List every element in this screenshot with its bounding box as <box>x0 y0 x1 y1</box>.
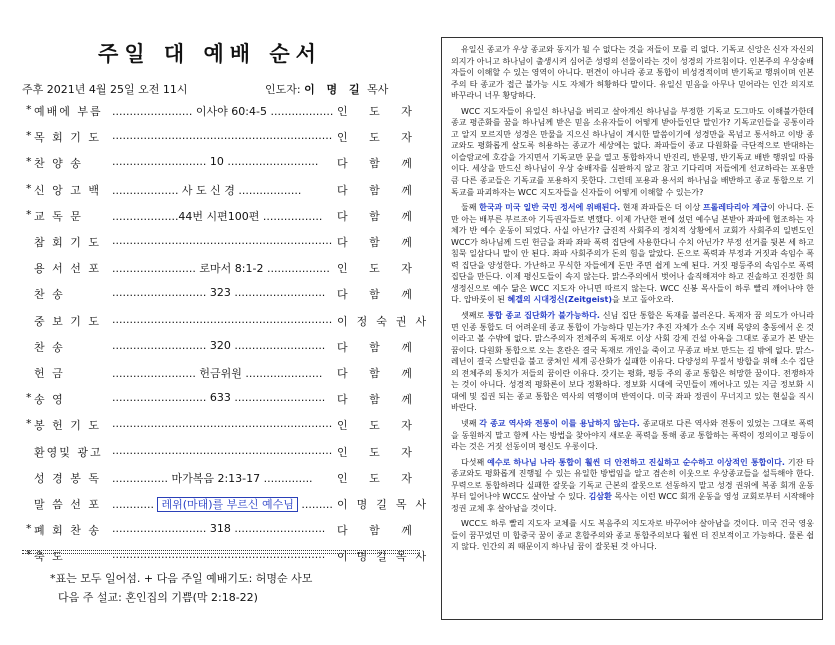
order-row <box>26 470 421 488</box>
order-row <box>26 312 436 331</box>
highlighted-text: 통합 종교 집단화가 불가능하다. <box>487 311 600 321</box>
order-item-name: 용 서 선 포 <box>34 262 101 276</box>
sermon-text-box <box>441 37 823 620</box>
order-item-detail: ............................................................... <box>112 312 333 326</box>
order-item-leader: 다 함 께 <box>337 236 421 249</box>
order-item-leader: 이정숙권사 <box>337 314 436 328</box>
order-item-leader: 이명길목사 <box>337 550 436 564</box>
order-row <box>26 207 421 226</box>
footer-note: *표는 모두 일어섬. + 다음 주일 예배기도: 허명순 사모 <box>50 572 313 585</box>
order-item-name: 헌 금 <box>34 367 65 380</box>
leader-label: 인도자: <box>265 83 301 96</box>
order-item-leader: 다 함 께 <box>337 157 421 171</box>
sermon-paragraph <box>451 457 814 515</box>
page-title: 주일 대 예배 순서 <box>98 42 322 66</box>
order-item-leader: 인 도 자 <box>337 262 421 276</box>
paragraph-text: 다섯째 <box>461 457 488 467</box>
next-sermon-note: 다음 주 설교: 혼인집의 기쁨(막 2:18-22) <box>58 591 258 604</box>
order-item-leader: 다 함 께 <box>337 340 421 354</box>
order-row <box>26 260 421 278</box>
paragraph-text: WCC도 하루 빨리 지도자 교체를 시도 복음주의 지도자로 바꾸어야 살아남을 것이다. 미국 건국 영웅들이 꿈꾸었던 미 합중국 꿈이 종교 혼합주의와 종교 통합주의보다 훨씬 더 진보적이고 가능하다. 물론 쉽지 않다. 인간의 죄 때문이지 하나님 꿈이 잘못된 것 아니다. <box>451 519 814 552</box>
sermon-paragraph <box>451 518 814 553</box>
paragraph-text: 셋째로 <box>461 311 488 321</box>
order-item-name: 교 독 문 <box>34 209 83 223</box>
sermon-title: 레위(마태)를 부르신 예수님 <box>157 497 297 512</box>
date-line <box>22 81 422 97</box>
separator-line <box>22 550 420 552</box>
order-item-name: 신 앙 고 백 <box>34 183 101 197</box>
order-item-detail: ............................................................. <box>112 548 326 562</box>
paragraph-text: 기잔 타 종교와도 평화롭게 진행될 수 있는 유일한 방법임을 알고 겸손히 이웃으로 우상종교들을 설득해야 한다. 무력으로 통합하려다 실패한 잘못을 기독교 근본의 잘못으로 선동하지 말고 성경 권위에 복종 회개 운동부터 일어나야 WCC도 살아날 수 있다. <box>451 457 814 502</box>
separator-line <box>22 553 420 555</box>
order-item-detail: ............................................................... <box>112 417 333 431</box>
order-item-detail: ....................... 이사야 60:4-5 .................. <box>112 105 334 118</box>
order-item-name: 중 보 기 도 <box>34 314 101 328</box>
order-item-name: 말 씀 선 포 <box>34 498 101 511</box>
order-item-detail: ........................... 10 .......................... <box>112 155 319 169</box>
order-item-name: 축 도 <box>34 550 65 564</box>
order-item-detail: ............................................................... <box>112 234 333 247</box>
standing-mark: * <box>26 155 32 169</box>
order-item-name: 찬 송 <box>34 288 65 302</box>
service-date: 주후 2021년 4월 25일 오전 11시 <box>22 83 188 96</box>
order-row <box>26 338 421 357</box>
order-item-detail: ........................ 로마서 8:1-2 .................. <box>112 262 330 276</box>
order-item-name: 예배에 부름 <box>34 105 103 118</box>
order-item-name: 폐 회 찬 송 <box>34 524 101 538</box>
paragraph-text: 현재 좌파들은 더 이상 <box>620 203 703 213</box>
order-row <box>26 522 421 540</box>
paragraph-text: 신님 집단 통합은 독재를 불러온다. 독재자 꿈 의도가 아니라면 인종 통합도 더 어려운데 종교 통합이 가능하다 믿는가? 추진 자체가 소수 지배 목양의 충동에서 온 것이라고 볼 수밖에 없다. 맑스주의자 전체주의 독재로 이상 사회 강제 건설 아욕을 그대로 종교가 본 받는 꿈이다. 다원화 통합으로 오는 혼란은 결국 독재로 개인을 죽이고 무종교 바보 만드는 길 밖에 없다. 맑스-레닌이 결국 스탈린을 불고 쿵쳐인 세계 공산화가 실패한 이유다. 다양성의 무질서 방합을 위해 소수 집단의 전체주의 통치가 저들의 꿈이란 이유다. 갓기는 평화, 평등 주의 종교 통합은 허망한 꿈이다. 전쟁하자는 것이 아니다. 성경적 평화론이 보다 정확하다. 정보화 시대에 국민들이 깨어나고 있는 지금 정보화 시대에 및 집권 되는 종교 통합은 역사의 역행이며 반역이다. 미국 좌파 정권이 무너지고 있는 현실을 직시 바란다. <box>451 311 814 413</box>
paragraph-text: WCC 지도자들이 유일신 하나님을 버리고 살아계신 하나님을 부정한 기독교 도그마도 이해불가한데 종교 평준화를 꿈을 하나님께 받은 믿음 소유자들이 어떻게 받아들인단 말인가? 기독교인들을 공통이라고 알지 모르지만 성경은 만물을 지으신 하나님이 계시한 말씀이기에 성경만을 목넘고 통서하고 이방 종교와도 평화롭게 살도록 허용하는 종교가 세상에는 없다. 좌파들이 종교 다원화를 극단적으로 반대하는 이슬람교에 호감을 가지면서 기독교만 문을 열고 통합하자니 반진리, 반문명, 반기독교 배반 행위일 따름이다. 세상을 만드신 하나님이 우상 숭배자를 심판하지 않고 참고 기다리며 저들에게 선교하라는 포용만큼 다른 종교들은 기독교를 포용하지 못한다. 그런데 포용과 용서의 하나님을 배반하고 종교 통합으로 기독교를 파괴하자는 WCC 지도자들을 신자들이 어떻게 이해할 수 있는가? <box>451 106 814 197</box>
order-item-name: 봉 헌 기 도 <box>34 419 101 433</box>
order-item-name: 찬 양 송 <box>34 157 83 171</box>
order-item-leader: 인 도 자 <box>337 419 421 433</box>
standing-mark: * <box>26 417 32 431</box>
order-item-leader: 다 함 께 <box>337 183 421 197</box>
standing-mark: * <box>26 522 32 536</box>
order-item-leader: 다 함 께 <box>337 524 421 538</box>
standing-mark: * <box>26 181 32 195</box>
order-row <box>26 103 421 121</box>
sermon-paragraph <box>451 310 814 414</box>
paragraph-text: 유일신 종교가 우상 종교와 동지가 될 수 없다는 것을 저들이 모를 리 없다. 기독교 신앙은 신자 자신의 의지가 아니고 하나님이 출생시켜 심어준 성령의 선물이라는 것이 성경의 가르침이다. 인본주의 우상숭배자들이 이해할 수 있는 영역이 아니다. 편견이 아니라 종교 통합이 비성경적이며 반기독교 행위이며 인본주의 타 종교가 접근 불가능 시도 자체가 허황하다 말이다. 유일신 믿음을 아무나 믿어라는 인간 의지로 바꾸라니 너무 황당하다. <box>451 45 814 101</box>
order-item-leader: 인 도 자 <box>337 445 421 459</box>
order-row <box>26 417 421 435</box>
highlighted-text: 한국과 미국 일반 국민 정서에 위배된다. <box>479 203 621 213</box>
highlighted-text: 김삼환 <box>588 492 612 502</box>
standing-mark: * <box>26 391 32 405</box>
order-item-leader: 다 함 께 <box>337 393 421 407</box>
order-row <box>26 181 421 200</box>
order-item-detail: ........................ 헌금위원 ...................... <box>112 367 323 380</box>
dots: ............ <box>112 498 158 511</box>
order-row <box>26 129 421 147</box>
sermon-paragraph <box>451 44 814 102</box>
sermon-paragraph <box>451 106 814 198</box>
order-item-detail: ............................................................... <box>112 129 333 143</box>
order-item-name: 찬 송 <box>34 340 65 354</box>
highlighted-text: 혜겔의 시대정신(Zeitgeist) <box>507 295 613 305</box>
leader-title: 목사 <box>367 83 389 96</box>
order-item-name: 참 회 기 도 <box>34 236 101 249</box>
standing-mark: * <box>26 548 32 562</box>
order-item-detail: ........................... 320 .......................... <box>112 338 326 352</box>
order-row <box>26 496 436 514</box>
order-item-name: 목 회 기 도 <box>34 131 101 145</box>
order-row <box>26 365 421 383</box>
order-item-name: 송 영 <box>34 393 65 407</box>
order-item-leader: 다 함 께 <box>337 288 421 302</box>
order-item-detail <box>112 496 333 512</box>
leader-info <box>265 81 388 97</box>
paragraph-text: 목사는 이런 WCC 회개 운동을 영성 교회로부터 시작해야 정권 교체 후 살아남을 것이다. <box>451 492 814 513</box>
order-item-leader: 다 함 께 <box>337 209 421 223</box>
standing-mark: * <box>26 129 32 143</box>
standing-mark: * <box>26 207 32 221</box>
order-item-name: 환영및 광고 <box>34 445 103 459</box>
order-row <box>26 286 421 304</box>
order-item-leader: 인 도 자 <box>337 131 421 145</box>
order-item-leader: 인 도 자 <box>337 471 421 485</box>
order-item-detail: ........................... 323 .......................... <box>112 286 326 300</box>
sermon-paragraph <box>451 202 814 306</box>
order-row <box>26 155 421 173</box>
leader-name: 이 명 길 <box>304 83 364 96</box>
dots: ......... <box>297 498 333 511</box>
paragraph-text: 넷째 <box>461 418 480 428</box>
paragraph-text: 둘째 <box>461 203 480 213</box>
order-item-detail: ................ 마가복음 2:13-17 .............. <box>112 471 313 485</box>
order-item-leader: 다 함 께 <box>337 367 421 380</box>
order-item-detail: ........................... 633 .......................... <box>112 391 326 405</box>
order-row <box>26 391 421 409</box>
highlighted-text: 각 종교 역사와 전통이 이를 용납하지 않는다. <box>479 418 640 428</box>
paragraph-text: 종교대로 다른 역사와 전통이 있었는 그대로 폭력을 동원하지 말고 함께 사는 방법을 찾아야지 새로운 폭력을 통해 종교 통합하는 폭력이 정의이고 평등이라는 것은 거짓 선동이며 평신도 우롱이다. <box>451 418 815 452</box>
highlighted-text: 예수로 하나님 나라 통합이 훨씬 더 안전하고 진실하고 순수하고 이상적인 통합이다. <box>487 457 785 467</box>
order-item-detail: ........................... 318 .......................... <box>112 522 326 536</box>
highlighted-text: 프롤레타리아 계급 <box>702 203 768 213</box>
order-row <box>26 234 421 252</box>
order-item-leader: 인 도 자 <box>337 105 421 118</box>
order-item-detail: ................... 사 도 신 경 .................. <box>112 183 302 197</box>
order-item-detail: ...................44번 시편100편 ................. <box>112 209 323 223</box>
paragraph-text: 을 보고 돌아오라. <box>612 295 674 305</box>
order-item-leader: 이명길목사 <box>337 498 436 511</box>
sermon-paragraph <box>451 418 814 453</box>
standing-mark: * <box>26 103 32 116</box>
paragraph-text: 이 아니다. 돈만 아는 배부른 부르조아 기득권자들로 변했다. 이제 가난한 편에 섰던 예수님 본받아 좌파에 협조하는 자체가 반 예수 운동이 되었다. 사실 아닌가? 급진적 사회주의 정치적 상황에서 교회가 사회주의 일변도인 WCC가 하나님께 드린 헌금을 좌파 좌파 폭력 집단에 사용한다니 수치 아닌가? 부정 선거를 뒷본 세 하고 침묵 일삼다니 말이 안 된다. 좌파 사회주의가 돈의 힘을 알았다. 돈으로 폭력과 부정과 거짓과 속임수 폭력 집단을 양성한다. 가난하고 무식한 자들에게 돈만 주면 쉽게 노예 된다. 거짓 평등주의 속임수로 폭력집단을 만든다. 이제 평신도들이 속지 않는다. 맑스주의에서 벗어나 솔직해져야 하고 진솔하고 진정한 희생정신으로 예수 닮은 WCC 지도자 아니면 따르지 않는다. WCC 신봉 목사들이 하루 빨리 깨어나야 한다. 압바룻이 된 <box>451 203 814 305</box>
order-row <box>26 443 421 462</box>
order-item-detail: ............................................................... <box>112 443 333 457</box>
order-item-name: 성 경 봉 독 <box>34 471 101 485</box>
